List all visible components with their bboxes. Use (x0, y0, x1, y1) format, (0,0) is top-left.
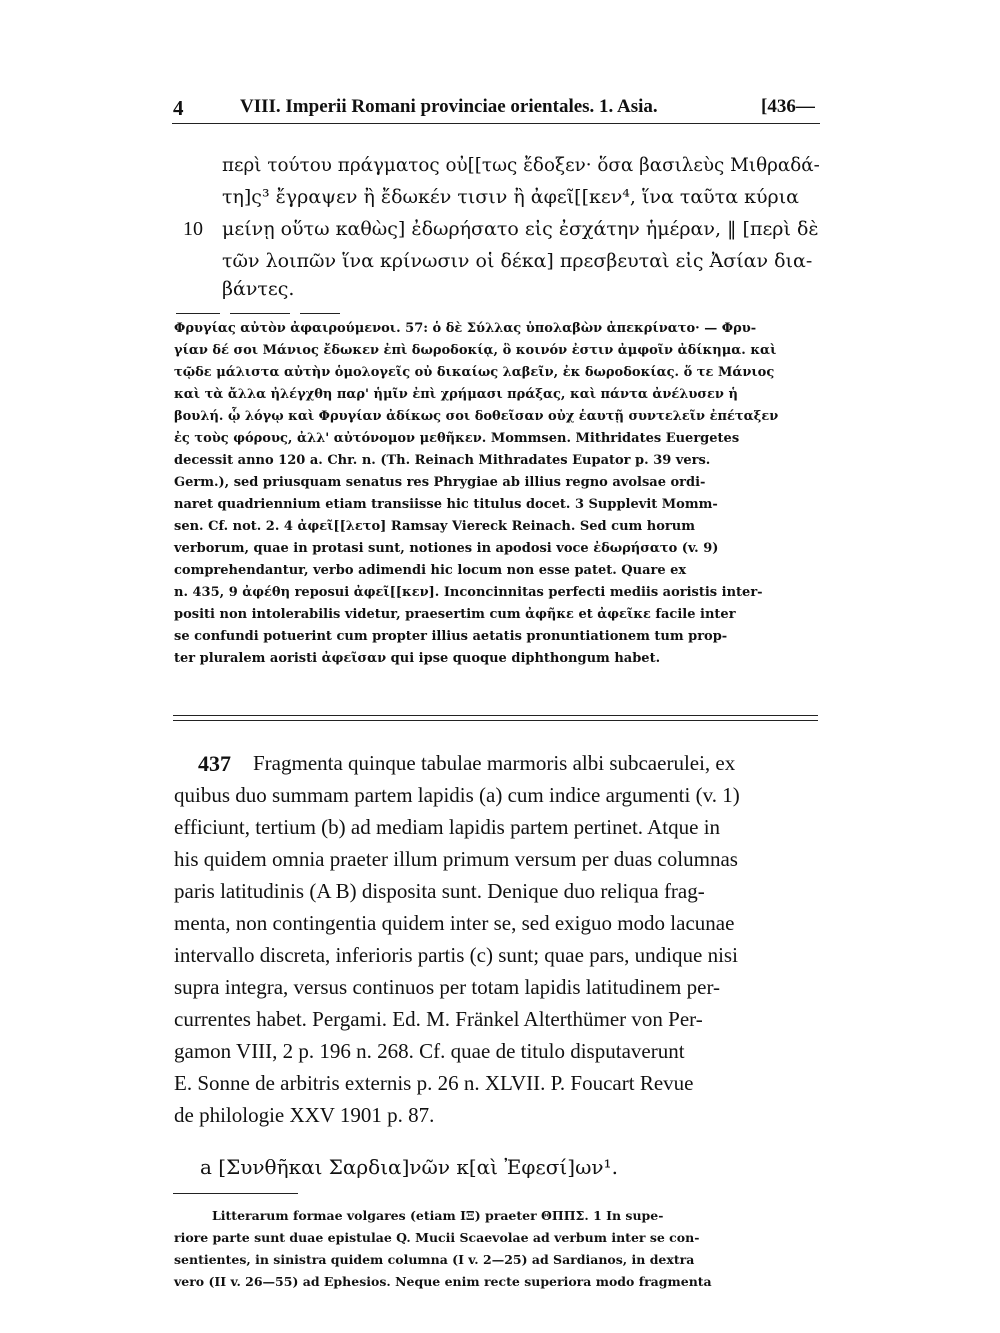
inscription-line: τη]ς³ ἔγραψεν ἢ ἔδωκέν τισιν ἢ ἀφεῖ[[κεν⁴, ἵνα ταῦτα κύρια (222, 186, 799, 208)
commentary-line: Germ.), sed priusquam senatus res Phrygiae ab illius regno avolsae ordi- (174, 475, 706, 490)
entry-line: paris latitudinis (A B) disposita sunt. Denique duo reliqua frag- (174, 879, 705, 903)
header-rule (172, 123, 820, 124)
commentary-line: τῷδε μάλιστα αὐτὴν ὁμολογεῖς οὐ δικαίως λαβεῖν, ἐκ δωροδοκίας. ὅ τε Μάνιος (174, 365, 775, 380)
footnote-line: vero (II v. 26—55) ad Ephesios. Neque enim recte superiora modo fragmenta (174, 1274, 712, 1289)
footnote-line: Litterarum formae volgares (etiam IΞ) praeter ΘΠΠΣ. 1 In supe- (212, 1208, 664, 1223)
inscription-line: βάντες. (222, 278, 295, 300)
commentary-line: positi non intolerabilis videtur, praesertim cum ἀφῆκε et ἀφεῖκε facile inter (174, 607, 736, 622)
commentary-line: sen. Cf. not. 2. 4 ἀφεῖ[[λετο] Ramsay Viereck Reinach. Sed cum horum (174, 519, 695, 534)
entry-line: currentes habet. Pergami. Ed. M. Fränkel Alterthümer von Per- (174, 1007, 703, 1031)
footnote-line: sentientes, in sinistra quidem columna (I v. 2—25) ad Sardianos, in dextra (174, 1252, 695, 1267)
entry-line: quibus duo summam partem lapidis (a) cum indice argumenti (v. 1) (174, 783, 740, 807)
inscription-line: τῶν λοιπῶν ἵνα κρίνωσιν οἱ δέκα] πρεσβευταὶ εἰς Ἀσίαν δια- (222, 250, 813, 272)
commentary-line: καὶ τὰ ἄλλα ἠλέγχθη παρ' ἡμῖν ἐπὶ χρήμασι πράξας, καὶ πάντα ἀνέλυσεν ἡ (174, 387, 738, 402)
commentary-line: naret quadriennium etiam transiisse hic titulus docet. 3 Supplevit Momm- (174, 497, 718, 512)
section-divider (173, 715, 818, 716)
commentary-line: n. 435, 9 ἀφέθη reposui ἀφεῖ[[κεν]. Inconcinnitas perfecti mediis aoristis inter- (174, 585, 763, 600)
page-number: 4 (173, 96, 184, 120)
entry-line: de philologie XXV 1901 p. 87. (174, 1103, 435, 1127)
entry-line: efficiunt, tertium (b) ad mediam lapidis partem pertinet. Atque in (174, 815, 721, 839)
entry-line: gamon VIII, 2 p. 196 n. 268. Cf. quae de titulo disputaverunt (174, 1039, 685, 1063)
commentary-line: ἐς τοὺς φόρους, ἀλλ' αὐτόνομον μεθῆκεν. Mommsen. Mithridates Euergetes (174, 431, 740, 446)
section-divider (173, 720, 818, 721)
entry-line: intervallo discreta, inferioris partis (c) sunt; quae pars, undique nisi (174, 943, 738, 967)
commentary-line: ter pluralem aoristi ἀφεῖσαν qui ipse quoque diphthongum habet. (174, 651, 661, 666)
entry-line: E. Sonne de arbitris externis p. 26 n. XLVII. P. Foucart Revue (174, 1071, 694, 1095)
entry-number: 437 (198, 751, 231, 776)
commentary-line: comprehendantur, verbo adimendi hic locum non esse patet. Quare ex (174, 563, 687, 578)
entry-line: Fragmenta quinque tabulae marmoris albi subcaerulei, ex (253, 751, 736, 775)
entry-line: supra integra, versus continuos per totam lapidis latitudinem per- (174, 975, 721, 999)
entry-line: his quidem omnia praeter illum primum versum per duas columnas (174, 847, 738, 871)
line-number: 10 (183, 218, 203, 240)
inscription-line: περὶ τούτου πράγματος οὐ[[τως ἔδοξεν· ὅσα βασιλεὺς Μιθραδά- (222, 154, 820, 176)
commentary-line: βουλή. ᾧ λόγῳ καὶ Φρυγίαν ἀδίκως σοι δοθεῖσαν οὐχ ἑαυτῇ συντελεῖν ἐπέταξεν (174, 409, 779, 424)
commentary-line: se confundi potuerint cum propter illius aetatis pronuntiationem tum prop- (174, 629, 728, 644)
running-number: [436— (761, 96, 815, 117)
short-separator (176, 304, 336, 308)
commentary-line: decessit anno 120 a. Chr. n. (Th. Reinach Mithradates Eupator p. 39 vers. (174, 453, 711, 468)
inscription-line: μείνῃ οὕτω καθὼς] ἐδωρήσατο εἰς ἐσχάτην ἡμέραν, ‖ [περὶ δὲ (222, 218, 819, 240)
commentary-line: γίαν δέ σοι Μάνιος ἔδωκεν ἐπὶ δωροδοκίᾳ, ὃ κοινόν ἐστιν ἀμφοῖν ἀδίκημα. καὶ (174, 343, 777, 358)
running-title: VIII. Imperii Romani provinciae orientales. 1. Asia. (240, 96, 658, 117)
commentary-line: verborum, quae in protasi sunt, notiones in apodosi voce ἐδωρήσατο (v. 9) (174, 541, 719, 556)
footnote-line: riore parte sunt duae epistulae Q. Mucii Scaevolae ad verbum inter se con- (174, 1230, 700, 1245)
footnote-rule (173, 1193, 298, 1194)
fragment-a-heading: a [Συνθῆκαι Σαρδια]νῶν κ[αὶ Ἐφεσί]ων¹. (200, 1155, 618, 1179)
entry-line: menta, non contingentia quidem inter se, sed exiguo modo lacunae (174, 911, 735, 935)
commentary-line: Φρυγίας αὐτὸν ἀφαιρούμενοι. 57: ὁ δὲ Σύλλας ὑπολαβὼν ἀπεκρίνατο· — Φρυ- (174, 321, 757, 336)
